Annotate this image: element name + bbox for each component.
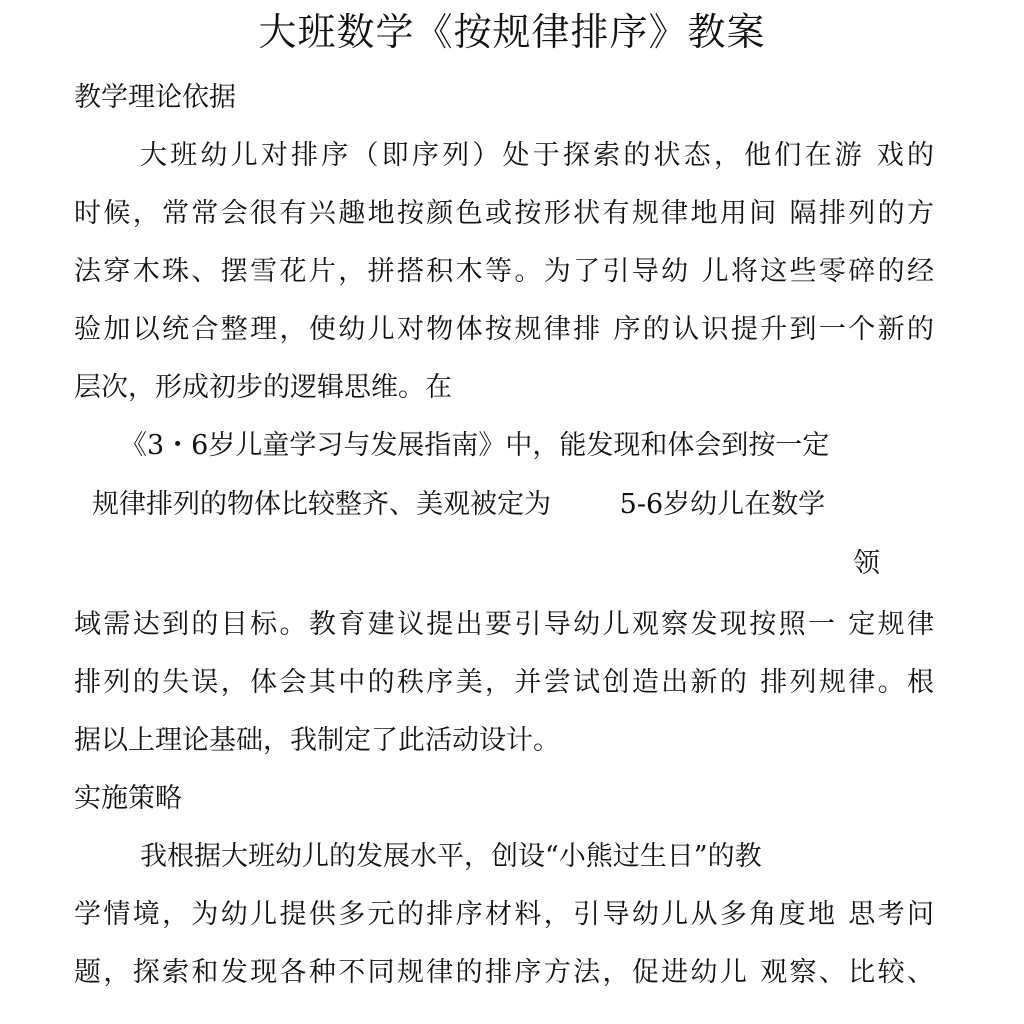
- paragraph-line: 法穿木珠、摆雪花片，拼搭积木等。为了引导幼 儿将这些零碎的经: [74, 256, 934, 287]
- paragraph-line: 大班幼儿对排序（即序列）处于探索的状态，他们在游 戏的: [140, 140, 934, 171]
- paragraph-line: 据以上理论基础，我制定了此活动设计。: [74, 725, 560, 756]
- paragraph-line: 验加以统合整理，使幼儿对物体按规律排 序的认识提升到一个新的: [74, 314, 934, 345]
- paragraph-line: 领: [853, 548, 880, 579]
- document-title: 大班数学《按规律排序》教案: [258, 10, 766, 54]
- section-heading-strategy: 实施策略: [74, 783, 182, 814]
- paragraph-line: 学情境，为幼儿提供多元的排序材料，引导幼儿从多角度地 思考问: [74, 899, 934, 930]
- paragraph-line: 排列的失误，体会其中的秩序美，并尝试创造出新的 排列规律。根: [74, 667, 934, 698]
- paragraph-line: 规律排列的物体比较整齐、美观被定为 5-6岁幼儿在数学: [92, 489, 826, 520]
- paragraph-line: 域需达到的目标。教育建议提出要引导幼儿观察发现按照一 定规律: [74, 609, 934, 640]
- paragraph-line: 题，探索和发现各种不同规律的排序方法，促进幼儿 观察、比较、: [74, 957, 934, 988]
- paragraph-line: 时候，常常会很有兴趣地按颜色或按形状有规律地用间 隔排列的方: [74, 198, 934, 229]
- paragraph-line: 我根据大班幼儿的发展水平，创设“小熊过生日”的教: [140, 841, 762, 872]
- section-heading-theory: 教学理论依据: [74, 82, 236, 113]
- paragraph-line: 层次，形成初步的逻辑思维。在: [74, 372, 452, 403]
- paragraph-line: 《3・6岁儿童学习与发展指南》中，能发现和体会到按一定: [120, 430, 830, 461]
